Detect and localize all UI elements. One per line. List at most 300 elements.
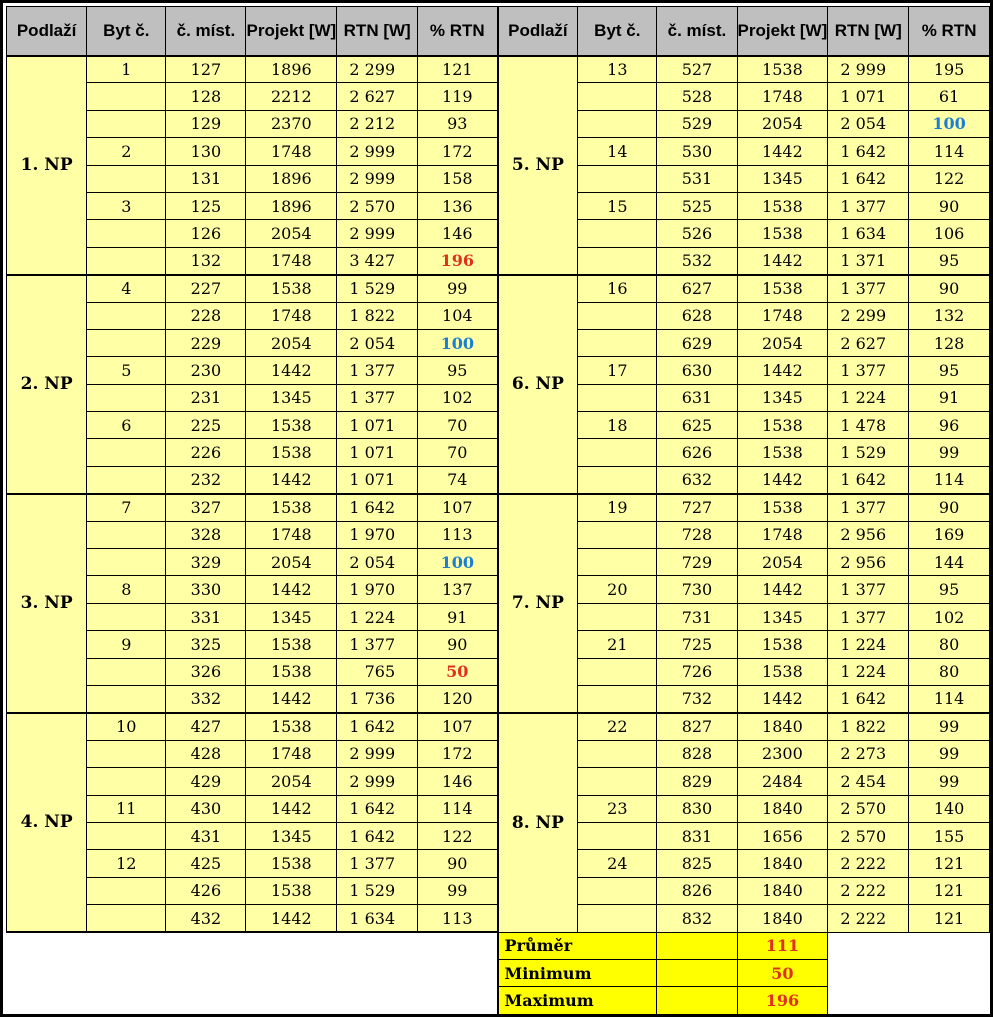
room-number: 628 [657, 302, 737, 329]
rtn-power: 2 627 [337, 83, 418, 110]
project-power: 1345 [246, 603, 337, 630]
apartment-number [578, 685, 657, 712]
rtn-percent: 90 [418, 631, 498, 658]
rtn-power: 2 570 [828, 795, 909, 822]
room-number: 129 [166, 110, 246, 137]
room-number: 226 [166, 439, 246, 466]
room-number: 328 [166, 521, 246, 548]
apartment-number [578, 247, 657, 274]
apartment-number [578, 329, 657, 356]
project-power: 1538 [246, 275, 337, 302]
room-number: 229 [166, 329, 246, 356]
project-power: 1442 [246, 576, 337, 603]
rtn-power: 1 642 [828, 138, 909, 165]
apartment-number [87, 603, 166, 630]
header-rtn-right: RTN [W] [828, 7, 909, 56]
stat-value: 196 [737, 987, 828, 1014]
apartment-number [578, 466, 657, 493]
rtn-percent: 144 [909, 549, 990, 576]
project-power: 2054 [246, 329, 337, 356]
project-power: 2212 [246, 83, 337, 110]
rtn-power: 2 999 [337, 165, 418, 192]
room-number: 532 [657, 247, 737, 274]
room-number: 326 [166, 658, 246, 685]
room-number: 431 [166, 822, 246, 849]
rtn-percent: 95 [909, 357, 990, 384]
apartment-number: 19 [578, 494, 657, 521]
project-power: 1538 [246, 439, 337, 466]
stat-gap [657, 987, 737, 1014]
project-power: 1442 [246, 905, 337, 932]
header-byt-right: Byt č. [578, 7, 657, 56]
room-number: 629 [657, 329, 737, 356]
rtn-power: 1 371 [828, 247, 909, 274]
room-number: 228 [166, 302, 246, 329]
project-power: 1538 [246, 494, 337, 521]
floor-label: 2. NP [7, 275, 87, 494]
room-number: 525 [657, 192, 737, 219]
stat-value: 50 [737, 959, 828, 986]
room-number: 329 [166, 549, 246, 576]
rtn-percent: 172 [418, 138, 498, 165]
project-power: 1442 [246, 357, 337, 384]
rtn-power: 2 273 [828, 740, 909, 767]
apartment-number: 4 [87, 275, 166, 302]
rtn-power: 1 642 [337, 494, 418, 521]
rtn-power: 2 999 [337, 220, 418, 247]
room-number: 731 [657, 603, 737, 630]
project-power: 1538 [246, 713, 337, 740]
room-number: 330 [166, 576, 246, 603]
floor-label: 3. NP [7, 494, 87, 713]
rtn-percent: 122 [909, 165, 990, 192]
room-number: 125 [166, 192, 246, 219]
heating-table [6, 6, 990, 1015]
rtn-percent: 158 [418, 165, 498, 192]
apartment-number: 13 [578, 56, 657, 83]
room-number: 427 [166, 713, 246, 740]
room-number: 632 [657, 466, 737, 493]
rtn-power: 1 634 [828, 220, 909, 247]
apartment-number [578, 603, 657, 630]
rtn-percent: 102 [418, 384, 498, 411]
project-power: 1748 [246, 521, 337, 548]
apartment-number [578, 220, 657, 247]
apartment-number: 7 [87, 494, 166, 521]
rtn-power: 2 222 [828, 905, 909, 932]
header-mist-right: č. míst. [657, 7, 737, 56]
project-power: 1345 [737, 165, 828, 192]
room-number: 530 [657, 138, 737, 165]
rtn-power: 3 427 [337, 247, 418, 274]
rtn-percent: 146 [418, 768, 498, 795]
apartment-number: 5 [87, 357, 166, 384]
room-number: 725 [657, 631, 737, 658]
room-number: 825 [657, 850, 737, 877]
project-power: 1840 [737, 795, 828, 822]
project-power: 2054 [246, 768, 337, 795]
rtn-power: 1 377 [337, 357, 418, 384]
apartment-number [578, 768, 657, 795]
project-power: 1840 [737, 713, 828, 740]
project-power: 1442 [737, 138, 828, 165]
rtn-percent: 70 [418, 439, 498, 466]
project-power: 2054 [737, 329, 828, 356]
apartment-number [578, 439, 657, 466]
floor-label: 4. NP [7, 713, 87, 932]
project-power: 1538 [737, 56, 828, 83]
rtn-power: 1 224 [828, 384, 909, 411]
project-power: 2054 [737, 110, 828, 137]
rtn-percent: 106 [909, 220, 990, 247]
room-number: 829 [657, 768, 737, 795]
rtn-power: 2 999 [337, 138, 418, 165]
rtn-percent: 91 [909, 384, 990, 411]
rtn-percent: 99 [418, 877, 498, 904]
project-power: 1538 [737, 631, 828, 658]
room-number: 425 [166, 850, 246, 877]
apartment-number [87, 905, 166, 932]
room-number: 331 [166, 603, 246, 630]
apartment-number: 18 [578, 412, 657, 439]
project-power: 1896 [246, 56, 337, 83]
rtn-power: 2 054 [337, 329, 418, 356]
apartment-number [87, 220, 166, 247]
rtn-percent: 95 [909, 247, 990, 274]
project-power: 1442 [737, 357, 828, 384]
apartment-number: 1 [87, 56, 166, 83]
project-power: 1442 [246, 466, 337, 493]
rtn-power: 2 299 [337, 56, 418, 83]
room-number: 428 [166, 740, 246, 767]
rtn-percent: 70 [418, 412, 498, 439]
rtn-power: 1 529 [828, 439, 909, 466]
rtn-power: 2 299 [828, 302, 909, 329]
rtn-percent: 102 [909, 603, 990, 630]
apartment-number: 10 [87, 713, 166, 740]
rtn-power: 2 212 [337, 110, 418, 137]
apartment-number [87, 384, 166, 411]
rtn-percent: 146 [418, 220, 498, 247]
rtn-percent: 90 [909, 494, 990, 521]
project-power: 1840 [737, 877, 828, 904]
rtn-percent: 196 [418, 247, 498, 274]
room-number: 332 [166, 685, 246, 712]
rtn-percent: 132 [909, 302, 990, 329]
apartment-number: 8 [87, 576, 166, 603]
project-power: 1538 [737, 494, 828, 521]
room-number: 230 [166, 357, 246, 384]
rtn-percent: 99 [909, 768, 990, 795]
project-power: 1748 [246, 138, 337, 165]
apartment-number [87, 302, 166, 329]
project-power: 1748 [737, 83, 828, 110]
rtn-power: 2 054 [337, 549, 418, 576]
rtn-percent: 120 [418, 685, 498, 712]
room-number: 227 [166, 275, 246, 302]
table-row [7, 56, 990, 83]
floor-label: 7. NP [498, 494, 578, 713]
apartment-number [578, 905, 657, 932]
rtn-percent: 90 [418, 850, 498, 877]
stat-gap [657, 959, 737, 986]
project-power: 1538 [737, 220, 828, 247]
room-number: 231 [166, 384, 246, 411]
rtn-percent: 99 [909, 713, 990, 740]
room-number: 426 [166, 877, 246, 904]
apartment-number: 16 [578, 275, 657, 302]
room-number: 131 [166, 165, 246, 192]
header-byt-left: Byt č. [87, 7, 166, 56]
rtn-power: 2 627 [828, 329, 909, 356]
rtn-percent: 80 [909, 658, 990, 685]
rtn-power: 2 999 [828, 56, 909, 83]
room-number: 531 [657, 165, 737, 192]
room-number: 325 [166, 631, 246, 658]
table-row [7, 713, 990, 740]
rtn-percent: 80 [909, 631, 990, 658]
apartment-number: 14 [578, 138, 657, 165]
empty-area [7, 932, 498, 1014]
room-number: 729 [657, 549, 737, 576]
rtn-percent: 114 [909, 466, 990, 493]
room-number: 225 [166, 412, 246, 439]
project-power: 1538 [737, 275, 828, 302]
rtn-power: 1 529 [337, 275, 418, 302]
apartment-number [87, 768, 166, 795]
rtn-percent: 114 [418, 795, 498, 822]
apartment-number [87, 658, 166, 685]
rtn-percent: 50 [418, 658, 498, 685]
room-number: 832 [657, 905, 737, 932]
header-row [7, 7, 990, 56]
stat-gap [657, 932, 737, 959]
project-power: 1442 [737, 247, 828, 274]
rtn-power: 2 999 [337, 740, 418, 767]
apartment-number: 12 [87, 850, 166, 877]
rtn-percent: 113 [418, 521, 498, 548]
room-number: 528 [657, 83, 737, 110]
rtn-percent: 100 [909, 110, 990, 137]
room-number: 132 [166, 247, 246, 274]
apartment-number [87, 247, 166, 274]
rtn-power: 1 642 [337, 795, 418, 822]
rtn-power: 2 222 [828, 877, 909, 904]
project-power: 1748 [737, 302, 828, 329]
room-number: 526 [657, 220, 737, 247]
rtn-percent: 95 [418, 357, 498, 384]
project-power: 1538 [737, 439, 828, 466]
rtn-percent: 93 [418, 110, 498, 137]
rtn-power: 1 634 [337, 905, 418, 932]
room-number: 826 [657, 877, 737, 904]
rtn-power: 1 970 [337, 576, 418, 603]
stat-label: Maximum [498, 987, 657, 1014]
header-projekt-right: Projekt [W] [737, 7, 828, 56]
project-power: 1345 [737, 384, 828, 411]
rtn-power: 1 377 [337, 384, 418, 411]
rtn-power: 1 377 [337, 850, 418, 877]
project-power: 1748 [737, 521, 828, 548]
rtn-power: 1 478 [828, 412, 909, 439]
header-pct-right: % RTN [909, 7, 990, 56]
room-number: 429 [166, 768, 246, 795]
rtn-percent: 136 [418, 192, 498, 219]
room-number: 126 [166, 220, 246, 247]
project-power: 1345 [737, 603, 828, 630]
project-power: 1442 [246, 795, 337, 822]
room-number: 831 [657, 822, 737, 849]
header-podlazi-left: Podlaží [7, 7, 87, 56]
room-number: 827 [657, 713, 737, 740]
rtn-power: 765 [337, 658, 418, 685]
project-power: 1748 [246, 247, 337, 274]
project-power: 2484 [737, 768, 828, 795]
rtn-power: 1 071 [337, 466, 418, 493]
project-power: 1538 [246, 412, 337, 439]
rtn-power: 2 956 [828, 549, 909, 576]
rtn-power: 1 224 [828, 658, 909, 685]
room-number: 527 [657, 56, 737, 83]
apartment-number [87, 165, 166, 192]
header-rtn-left: RTN [W] [337, 7, 418, 56]
rtn-percent: 90 [909, 275, 990, 302]
rtn-power: 1 377 [828, 576, 909, 603]
stat-label: Minimum [498, 959, 657, 986]
apartment-number [578, 822, 657, 849]
room-number: 727 [657, 494, 737, 521]
apartment-number: 23 [578, 795, 657, 822]
floor-label: 5. NP [498, 56, 578, 275]
room-number: 130 [166, 138, 246, 165]
room-number: 432 [166, 905, 246, 932]
rtn-percent: 100 [418, 549, 498, 576]
apartment-number [87, 685, 166, 712]
apartment-number [578, 83, 657, 110]
project-power: 2370 [246, 110, 337, 137]
room-number: 728 [657, 521, 737, 548]
floor-label: 8. NP [498, 713, 578, 932]
room-number: 732 [657, 685, 737, 712]
project-power: 1442 [246, 685, 337, 712]
room-number: 630 [657, 357, 737, 384]
rtn-power: 1 822 [337, 302, 418, 329]
rtn-percent: 169 [909, 521, 990, 548]
project-power: 1896 [246, 165, 337, 192]
rtn-percent: 113 [418, 905, 498, 932]
rtn-power: 2 956 [828, 521, 909, 548]
project-power: 2054 [737, 549, 828, 576]
header-podlazi-right: Podlaží [498, 7, 578, 56]
rtn-percent: 74 [418, 466, 498, 493]
room-number: 625 [657, 412, 737, 439]
rtn-power: 1 224 [337, 603, 418, 630]
room-number: 128 [166, 83, 246, 110]
project-power: 1538 [246, 631, 337, 658]
project-power: 1748 [246, 302, 337, 329]
apartment-number: 3 [87, 192, 166, 219]
rtn-percent: 195 [909, 56, 990, 83]
rtn-percent: 90 [909, 192, 990, 219]
rtn-percent: 121 [418, 56, 498, 83]
rtn-power: 1 071 [337, 439, 418, 466]
project-power: 2054 [246, 220, 337, 247]
project-power: 1538 [246, 850, 337, 877]
rtn-percent: 107 [418, 713, 498, 740]
table-row [7, 494, 990, 521]
rtn-power: 1 377 [828, 275, 909, 302]
room-number: 327 [166, 494, 246, 521]
project-power: 1896 [246, 192, 337, 219]
rtn-power: 1 822 [828, 713, 909, 740]
project-power: 1345 [246, 822, 337, 849]
rtn-power: 1 529 [337, 877, 418, 904]
project-power: 1748 [246, 740, 337, 767]
floor-label: 6. NP [498, 275, 578, 494]
rtn-power: 1 642 [828, 685, 909, 712]
rtn-percent: 99 [418, 275, 498, 302]
rtn-power: 1 642 [828, 165, 909, 192]
apartment-number [578, 658, 657, 685]
project-power: 1345 [246, 384, 337, 411]
rtn-power: 1 736 [337, 685, 418, 712]
apartment-number [578, 549, 657, 576]
rtn-percent: 114 [909, 138, 990, 165]
room-number: 232 [166, 466, 246, 493]
rtn-power: 1 642 [828, 466, 909, 493]
room-number: 726 [657, 658, 737, 685]
apartment-number: 9 [87, 631, 166, 658]
rtn-percent: 140 [909, 795, 990, 822]
rtn-percent: 107 [418, 494, 498, 521]
stats-row [7, 932, 990, 959]
room-number: 730 [657, 576, 737, 603]
apartment-number [87, 329, 166, 356]
stat-label: Průměr [498, 932, 657, 959]
room-number: 626 [657, 439, 737, 466]
room-number: 631 [657, 384, 737, 411]
rtn-percent: 137 [418, 576, 498, 603]
rtn-percent: 95 [909, 576, 990, 603]
header-mist-left: č. míst. [166, 7, 246, 56]
rtn-percent: 99 [909, 439, 990, 466]
rtn-percent: 122 [418, 822, 498, 849]
rtn-power: 1 377 [337, 631, 418, 658]
project-power: 1538 [246, 877, 337, 904]
rtn-percent: 100 [418, 329, 498, 356]
room-number: 830 [657, 795, 737, 822]
apartment-number [578, 165, 657, 192]
apartment-number: 22 [578, 713, 657, 740]
apartment-number: 2 [87, 138, 166, 165]
apartment-number [578, 302, 657, 329]
rtn-percent: 91 [418, 603, 498, 630]
project-power: 1656 [737, 822, 828, 849]
rtn-power: 1 377 [828, 192, 909, 219]
rtn-power: 1 071 [337, 412, 418, 439]
apartment-number: 6 [87, 412, 166, 439]
empty-area-right [828, 932, 990, 1014]
apartment-number [87, 822, 166, 849]
stat-value: 111 [737, 932, 828, 959]
apartment-number [578, 740, 657, 767]
apartment-number: 24 [578, 850, 657, 877]
rtn-power: 1 642 [337, 713, 418, 740]
room-number: 127 [166, 56, 246, 83]
rtn-percent: 121 [909, 877, 990, 904]
floor-label: 1. NP [7, 56, 87, 275]
rtn-power: 2 570 [828, 822, 909, 849]
